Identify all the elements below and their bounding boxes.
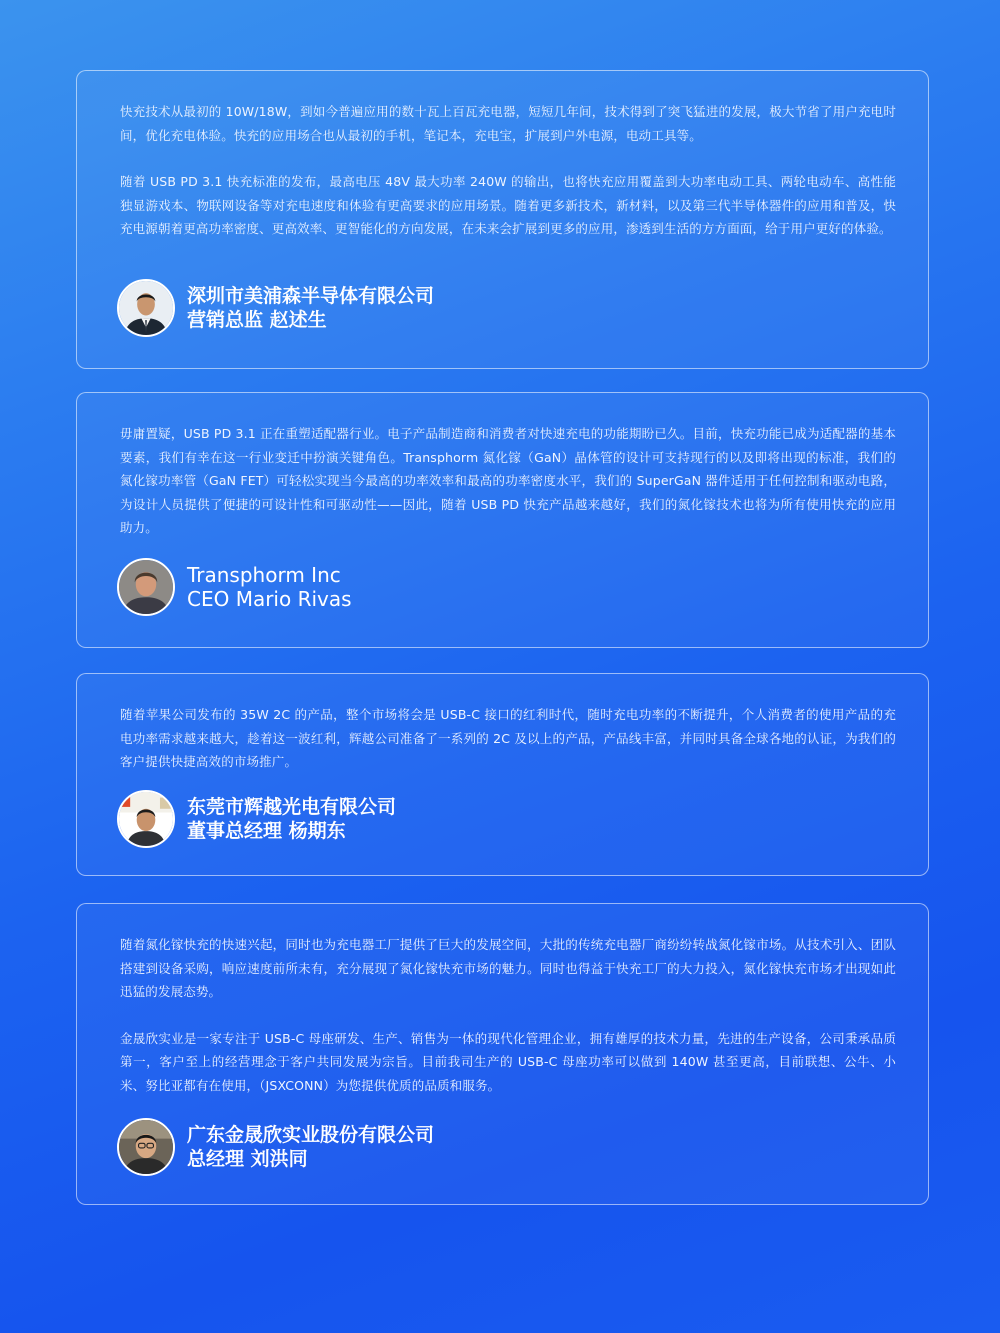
- avatar: [117, 279, 175, 337]
- author-block: [117, 790, 396, 848]
- author-block: [117, 558, 352, 616]
- testimonial-card-3: [76, 673, 929, 876]
- company-name: 广东金晟欣实业股份有限公司: [187, 1124, 435, 1146]
- author-info: [187, 563, 352, 611]
- person-title: 总经理 刘洪同: [187, 1148, 308, 1170]
- author-block: [117, 1118, 434, 1176]
- author-info: [187, 284, 434, 332]
- person-portrait-icon: [119, 1120, 173, 1174]
- person-title: CEO Mario Rivas: [187, 587, 352, 611]
- author-info: [187, 1123, 434, 1171]
- author-block: [117, 279, 434, 337]
- company-name: Transphorm Inc: [187, 563, 341, 587]
- testimonial-card-2: [76, 392, 929, 648]
- testimonial-paragraph: 快充技术从最初的 10W/18W，到如今普遍应用的数十瓦上百瓦充电器，短短几年间，技术得到了突飞猛进的发展，极大节省了用户充电时间，优化充电体验。快充的应用场合也从最初的手机，笔记本，充电宝，扩展到户外电源，电动工具等。: [120, 104, 896, 143]
- avatar: [117, 558, 175, 616]
- avatar: [117, 1118, 175, 1176]
- testimonial-paragraph: 随着 USB PD 3.1 快充标准的发布，最高电压 48V 最大功率 240W 的输出，也将快充应用覆盖到大功率电动工具、两轮电动车、高性能独显游戏本、物联网设备等对充电速度和体验有更高要求的应用场景。随着更多新技术，新材料，以及第三代半导体器件的应用和普及，快充电源朝着更高功率密度、更高效率、更智能化的方向发展，在未来会扩展到更多的应用，渗透到生活的方方面面，给于用户更好的体验。: [120, 174, 896, 236]
- person-title: 营销总监 赵述生: [187, 309, 327, 331]
- company-name: 深圳市美浦森半导体有限公司: [187, 285, 435, 307]
- person-portrait-icon: [119, 281, 173, 335]
- company-name: 东莞市辉越光电有限公司: [187, 796, 397, 818]
- testimonial-paragraph: 金晟欣实业是一家专注于 USB-C 母座研发、生产、销售为一体的现代化管理企业，拥有雄厚的技术力量，先进的生产设备，公司秉承品质第一，客户至上的经营理念于客户共同发展为宗旨。目前我司生产的 USB-C 母座功率可以做到 140W 甚至更高，目前联想、公牛、小米、努比亚都有在使用，（JSXCONN）为您提供优质的品质和服务。: [120, 1030, 896, 1093]
- testimonial-card-1: [76, 70, 929, 369]
- avatar: [117, 790, 175, 848]
- person-title: 董事总经理 杨期东: [187, 820, 346, 842]
- author-info: [187, 795, 396, 843]
- testimonial-card-4: [76, 903, 929, 1205]
- testimonial-paragraph: 随着苹果公司发布的 35W 2C 的产品，整个市场将会是 USB-C 接口的红利时代，随时充电功率的不断提升，个人消费者的使用产品的充电功率需求越来越大，趁着这一波红利，辉越公司准备了一系列的 2C 及以上的产品，产品线丰富，并同时具备全球各地的认证，为我们的客户提供快捷高效的市场推广。: [120, 707, 896, 769]
- testimonial-paragraph: 毋庸置疑，USB PD 3.1 正在重塑适配器行业。电子产品制造商和消费者对快速充电的功能期盼已久。目前，快充功能已成为适配器的基本要素，我们有幸在这一行业变迁中扮演关键角色。Transphorm 氮化镓（GaN）晶体管的设计可支持现行的以及即将出现的标准，我们的氮化镓功率管（GaN FET）可轻松实现当今最高的功率效率和最高的功率密度水平，我们的 SuperGaN 器件适用于任何控制和驱动电路，为设计人员提供了便捷的可设计性和可驱动性——因此，随着 USB PD 快充产品越来越好，我们的氮化镓技术也将为所有使用快充的应用助力。: [120, 426, 896, 535]
- testimonial-paragraph: 随着氮化镓快充的快速兴起，同时也为充电器工厂提供了巨大的发展空间，大批的传统充电器厂商纷纷转战氮化镓市场。从技术引入、团队搭建到设备采购，响应速度前所未有，充分展现了氮化镓快充市场的魅力。同时也得益于快充工厂的大力投入，氮化镓快充市场才出现如此迅猛的发展态势。: [120, 937, 896, 999]
- person-portrait-icon: [119, 560, 173, 614]
- person-portrait-icon: [119, 792, 173, 846]
